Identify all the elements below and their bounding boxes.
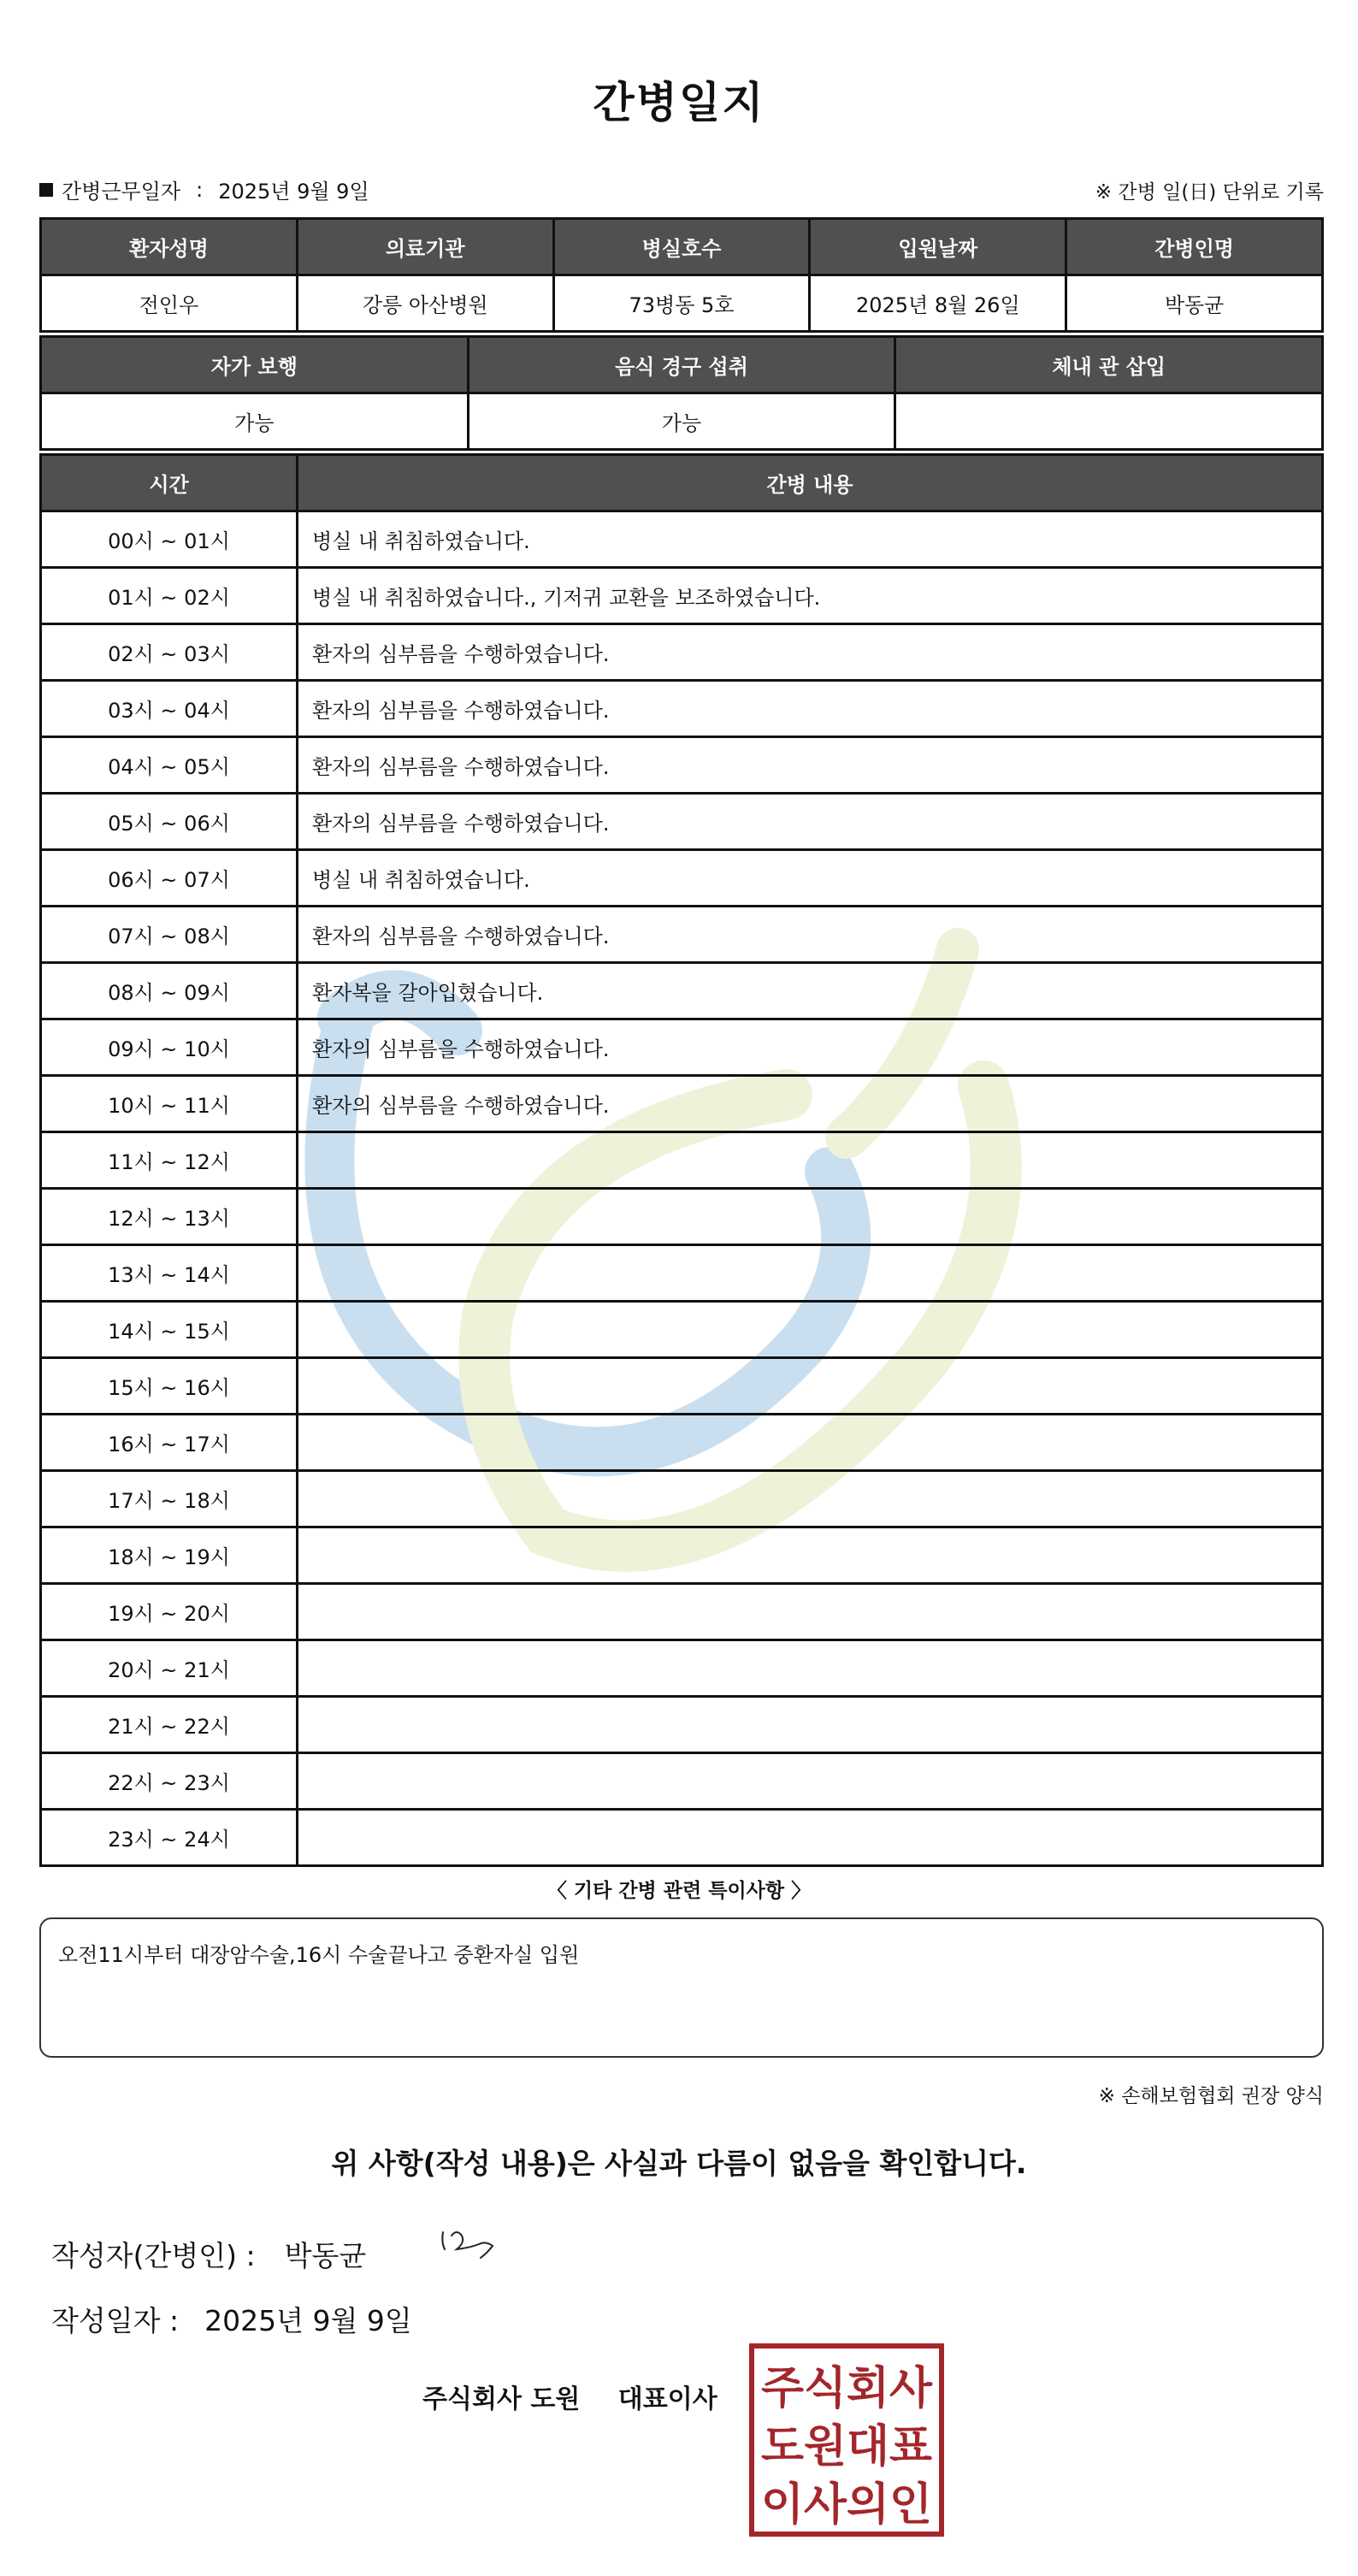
care-content: 병실 내 취침하였습니다., 기저귀 교환을 보조하였습니다. bbox=[298, 568, 1323, 624]
care-content bbox=[298, 1189, 1323, 1245]
time-slot: 18시 ~ 19시 bbox=[41, 1527, 298, 1584]
self-walking-value: 가능 bbox=[41, 393, 469, 450]
table-row bbox=[41, 1471, 1323, 1527]
work-date-separator: : bbox=[196, 177, 204, 202]
time-slot: 21시 ~ 22시 bbox=[41, 1697, 298, 1753]
svg-text:이사의인: 이사의인 bbox=[761, 2479, 932, 2531]
writer-line bbox=[51, 2234, 366, 2274]
company-role: 대표이사 bbox=[617, 2384, 717, 2414]
status-header-row bbox=[41, 337, 1323, 393]
handwritten-signature bbox=[436, 2224, 513, 2266]
patient-info-table bbox=[39, 217, 1324, 333]
company-name: 주식회사 도원 bbox=[422, 2384, 581, 2414]
time-slot: 09시 ~ 10시 bbox=[41, 1019, 298, 1076]
time-slot: 23시 ~ 24시 bbox=[41, 1810, 298, 1866]
table-row bbox=[41, 624, 1323, 681]
time-slot: 02시 ~ 03시 bbox=[41, 624, 298, 681]
table-row bbox=[41, 1076, 1323, 1132]
svg-text:도원대표: 도원대표 bbox=[761, 2421, 932, 2473]
time-slot: 19시 ~ 20시 bbox=[41, 1584, 298, 1640]
document-title: 간병일지 bbox=[593, 78, 765, 127]
hospital-name: 강릉 아산병원 bbox=[297, 275, 553, 332]
time-slot: 13시 ~ 14시 bbox=[41, 1245, 298, 1302]
table-row bbox=[41, 1640, 1323, 1697]
care-content: 환자의 심부름을 수행하였습니다. bbox=[298, 907, 1323, 963]
table-row bbox=[41, 1584, 1323, 1640]
care-content bbox=[298, 1584, 1323, 1640]
header-room: 병실호수 bbox=[553, 219, 810, 275]
care-content: 환자의 심부름을 수행하였습니다. bbox=[298, 794, 1323, 850]
table-row bbox=[41, 737, 1323, 794]
table-row bbox=[41, 907, 1323, 963]
oral-intake-value: 가능 bbox=[468, 393, 895, 450]
time-slot: 15시 ~ 16시 bbox=[41, 1358, 298, 1415]
time-slot: 04시 ~ 05시 bbox=[41, 737, 298, 794]
special-notes-title: 〈 기타 간병 관련 특이사항 〉 bbox=[546, 1880, 812, 1902]
written-date-line bbox=[51, 2299, 412, 2339]
room-number: 73병동 5호 bbox=[553, 275, 810, 332]
time-slot: 01시 ~ 02시 bbox=[41, 568, 298, 624]
care-log-body bbox=[41, 511, 1323, 1866]
table-row bbox=[41, 850, 1323, 907]
care-content bbox=[298, 1527, 1323, 1584]
care-content bbox=[298, 1753, 1323, 1810]
table-row bbox=[41, 1527, 1323, 1584]
time-slot: 22시 ~ 23시 bbox=[41, 1753, 298, 1810]
care-content: 환자의 심부름을 수행하였습니다. bbox=[298, 624, 1323, 681]
table-row bbox=[41, 1358, 1323, 1415]
care-content bbox=[298, 1132, 1323, 1189]
header-time: 시간 bbox=[41, 455, 298, 511]
time-slot: 10시 ~ 11시 bbox=[41, 1076, 298, 1132]
header-tube-insertion: 체내 관 삽입 bbox=[895, 337, 1323, 393]
care-content bbox=[298, 1697, 1323, 1753]
header-admission-date: 입원날짜 bbox=[810, 219, 1066, 275]
time-slot: 07시 ~ 08시 bbox=[41, 907, 298, 963]
svg-text:주식회사: 주식회사 bbox=[761, 2363, 933, 2414]
care-content: 병실 내 취침하였습니다. bbox=[298, 511, 1323, 568]
care-content bbox=[298, 1810, 1323, 1866]
time-slot: 06시 ~ 07시 bbox=[41, 850, 298, 907]
work-date-line bbox=[39, 174, 369, 204]
table-row bbox=[41, 1245, 1323, 1302]
table-row bbox=[41, 1302, 1323, 1358]
patient-name: 전인우 bbox=[41, 275, 298, 332]
time-slot: 17시 ~ 18시 bbox=[41, 1471, 298, 1527]
writer-name: 박동균 bbox=[284, 2239, 367, 2272]
patient-info-value-row bbox=[41, 275, 1323, 332]
work-date-value: 2025년 9월 9일 bbox=[218, 180, 369, 204]
table-row bbox=[41, 1697, 1323, 1753]
company-seal-stamp bbox=[749, 2343, 944, 2537]
insurance-form-note: ※ 손해보험협회 권장 양식 bbox=[1098, 2085, 1324, 2107]
writer-label: 작성자(간병인) : bbox=[51, 2239, 256, 2272]
care-content: 환자복을 갈아입혔습니다. bbox=[298, 963, 1323, 1019]
care-content: 병실 내 취침하였습니다. bbox=[298, 850, 1323, 907]
time-slot: 12시 ~ 13시 bbox=[41, 1189, 298, 1245]
table-row bbox=[41, 511, 1323, 568]
header-oral-intake: 음식 경구 섭취 bbox=[468, 337, 895, 393]
header-hospital: 의료기관 bbox=[297, 219, 553, 275]
table-row bbox=[41, 1189, 1323, 1245]
time-slot: 20시 ~ 21시 bbox=[41, 1640, 298, 1697]
time-slot: 14시 ~ 15시 bbox=[41, 1302, 298, 1358]
written-date-value: 2025년 9월 9일 bbox=[204, 2304, 412, 2337]
care-content: 환자의 심부름을 수행하였습니다. bbox=[298, 681, 1323, 737]
care-content bbox=[298, 1245, 1323, 1302]
unit-note: ※ 간병 일(日) 단위로 기록 bbox=[1095, 181, 1324, 204]
table-row bbox=[41, 1415, 1323, 1471]
time-slot: 16시 ~ 17시 bbox=[41, 1415, 298, 1471]
work-date-label: 간병근무일자 bbox=[62, 180, 181, 204]
care-log-table bbox=[39, 453, 1324, 1867]
tube-insertion-value bbox=[895, 393, 1323, 450]
time-slot: 00시 ~ 01시 bbox=[41, 511, 298, 568]
special-notes-text: 오전11시부터 대장암수술,16시 수술끝나고 중환자실 입원 bbox=[58, 1943, 580, 1967]
patient-info-header-row bbox=[41, 219, 1323, 275]
care-content: 환자의 심부름을 수행하였습니다. bbox=[298, 1076, 1323, 1132]
header-patient-name: 환자성명 bbox=[41, 219, 298, 275]
status-value-row bbox=[41, 393, 1323, 450]
table-row bbox=[41, 1753, 1323, 1810]
header-care-content: 간병 내용 bbox=[298, 455, 1323, 511]
admission-date: 2025년 8월 26일 bbox=[810, 275, 1066, 332]
care-content: 환자의 심부름을 수행하였습니다. bbox=[298, 1019, 1323, 1076]
special-notes-box bbox=[39, 1917, 1324, 2058]
table-row bbox=[41, 1810, 1323, 1866]
time-slot: 05시 ~ 06시 bbox=[41, 794, 298, 850]
time-slot: 08시 ~ 09시 bbox=[41, 963, 298, 1019]
care-content bbox=[298, 1415, 1323, 1471]
care-content bbox=[298, 1471, 1323, 1527]
care-content: 환자의 심부름을 수행하였습니다. bbox=[298, 737, 1323, 794]
care-content bbox=[298, 1640, 1323, 1697]
table-row bbox=[41, 681, 1323, 737]
caregiver-name: 박동균 bbox=[1066, 275, 1323, 332]
care-content bbox=[298, 1358, 1323, 1415]
care-log-header-row bbox=[41, 455, 1323, 511]
company-line bbox=[422, 2378, 717, 2415]
time-slot: 11시 ~ 12시 bbox=[41, 1132, 298, 1189]
bullet-square-icon bbox=[39, 183, 53, 197]
table-row bbox=[41, 568, 1323, 624]
written-date-label: 작성일자 : bbox=[51, 2304, 180, 2337]
care-content bbox=[298, 1302, 1323, 1358]
table-row bbox=[41, 794, 1323, 850]
table-row bbox=[41, 1019, 1323, 1076]
header-self-walking: 자가 보행 bbox=[41, 337, 469, 393]
table-row bbox=[41, 1132, 1323, 1189]
time-slot: 03시 ~ 04시 bbox=[41, 681, 298, 737]
patient-status-table bbox=[39, 335, 1324, 451]
confirmation-statement: 위 사항(작성 내용)은 사실과 다름이 없음을 확인합니다. bbox=[331, 2147, 1027, 2180]
table-row bbox=[41, 963, 1323, 1019]
header-caregiver-name: 간병인명 bbox=[1066, 219, 1323, 275]
